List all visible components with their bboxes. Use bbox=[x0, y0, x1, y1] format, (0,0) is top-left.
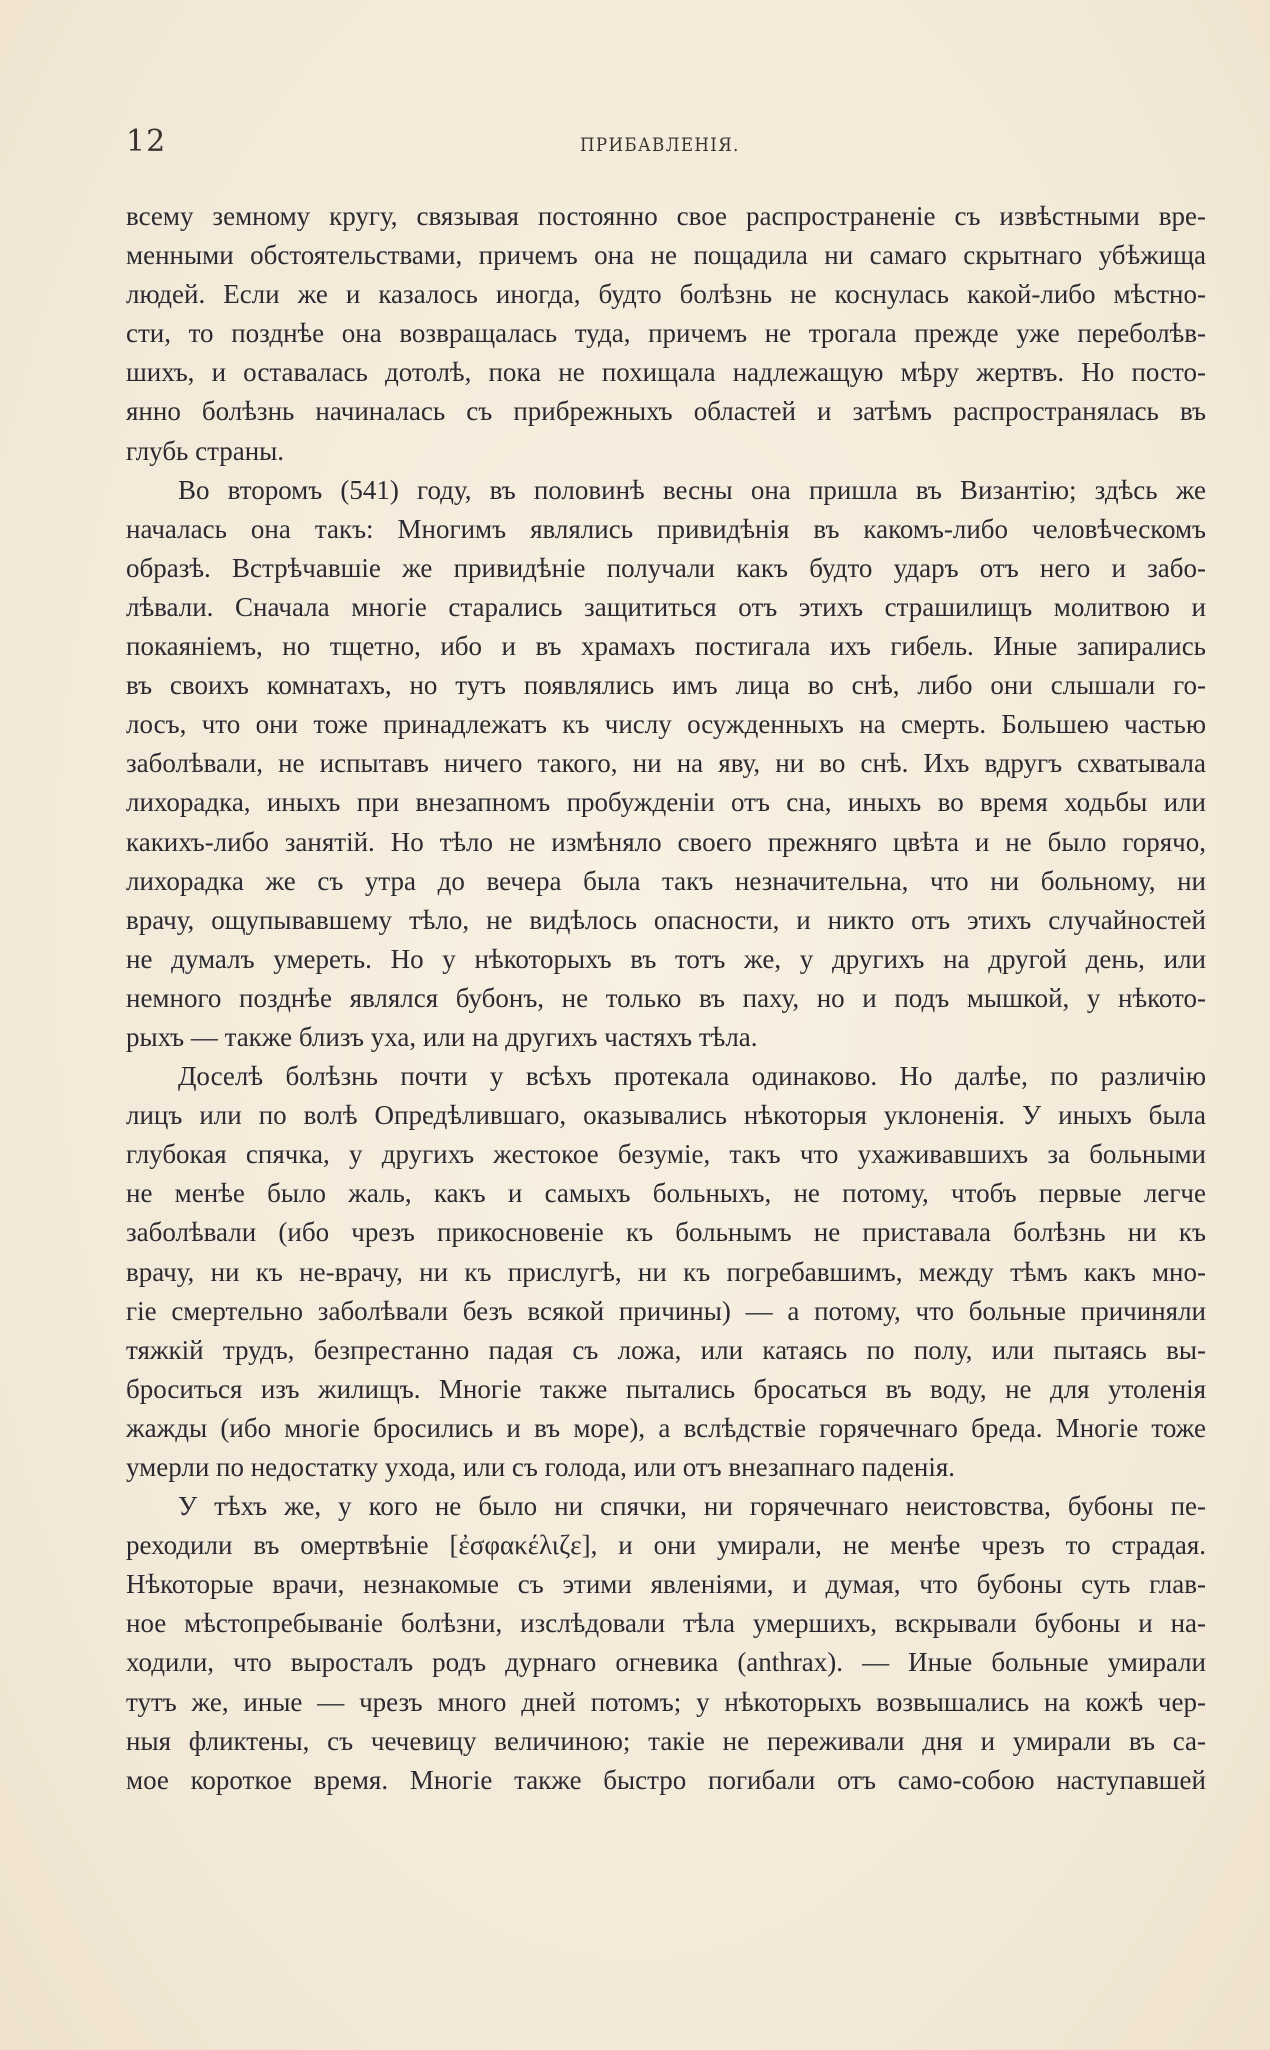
text-line: глубь страны. bbox=[126, 435, 285, 466]
text-line: жажды (ибо многіе бросились и въ море), а вслѣдствіе горячечнаго бреда. Многіе тоже bbox=[126, 1412, 1206, 1443]
text-line: ныя фликтены, съ чечевицу величиною; такіе не переживали дня и умирали въ са- bbox=[126, 1725, 1206, 1756]
text-line: немного позднѣе являлся бубонъ, не только въ паху, но и подъ мышкой, у нѣкото- bbox=[126, 982, 1206, 1013]
body-text bbox=[126, 197, 1206, 1800]
text-line: сти, то позднѣе она возвращалась туда, причемъ не трогала прежде уже переболѣв- bbox=[126, 318, 1206, 349]
text-line: какихъ-либо занятій. Но тѣло не измѣняло своего прежняго цвѣта и не было горячо, bbox=[126, 826, 1206, 857]
text-line: покаяніемъ, но тщетно, ибо и въ храмахъ постигала ихъ гибель. Иные запирались bbox=[126, 631, 1206, 662]
text-line: умерли по недостатку ухода, или съ голода, или отъ внезапнаго паденія. bbox=[126, 1452, 955, 1482]
text-line: глубокая спячка, у другихъ жестокое безуміе, такъ что ухаживавшихъ за больными bbox=[126, 1139, 1206, 1170]
text-line: лосъ, что они тоже принадлежатъ къ числу осужденныхъ на смерть. Большею частью bbox=[126, 709, 1206, 740]
text-line: Во второмъ (541) году, въ половинѣ весны она пришла въ Византію; здѣсь же bbox=[178, 474, 1206, 505]
text-line: янно болѣзнь начиналась съ прибрежныхъ областей и затѣмъ распространялась въ bbox=[126, 396, 1206, 427]
text-line: въ своихъ комнатахъ, но тутъ появлялись имъ лица во снѣ, либо они слышали го- bbox=[126, 670, 1206, 701]
text-line: броситься изъ жилищъ. Многіе также пытались бросаться въ воду, не для утоленія bbox=[126, 1373, 1206, 1404]
text-line: заболѣвали, не испытавъ ничего такого, ни на яву, ни во снѣ. Ихъ вдругъ схватывала bbox=[126, 748, 1206, 779]
text-line: образѣ. Встрѣчавшіе же привидѣніе получали какъ будто ударъ отъ него и забо- bbox=[126, 552, 1206, 583]
running-title: ПРИБАВЛЕНІЯ. bbox=[580, 134, 740, 156]
text-line: заболѣвали (ибо чрезъ прикосновеніе къ больнымъ не приставала болѣзнь ни къ bbox=[126, 1217, 1206, 1248]
text-line: врачу, ни къ не-врачу, ни къ прислугѣ, ни къ погребавшимъ, между тѣмъ какъ мно- bbox=[126, 1256, 1206, 1287]
text-line: мое короткое время. Многіе также быстро погибали отъ само-собою наступавшей bbox=[126, 1764, 1206, 1795]
text-line: не думалъ умереть. Но у нѣкоторыхъ въ тотъ же, у другихъ на другой день, или bbox=[126, 943, 1206, 974]
text-line: рыхъ — также близъ уха, или на другихъ частяхъ тѣла. bbox=[126, 1021, 758, 1052]
text-line: У тѣхъ же, у кого не было ни спячки, ни горячечнаго неистовства, бубоны пе- bbox=[178, 1491, 1206, 1522]
text-line: Нѣкоторые врачи, незнакомые съ этими явленіями, и думая, что бубоны суть глав- bbox=[126, 1569, 1206, 1600]
text-line: менными обстоятельствами, причемъ она не пощадила ни самаго скрытнаго убѣжища bbox=[126, 240, 1206, 271]
text-line: ходили, что выросталъ родъ дурнаго огневика (anthrax). — Иные больные умирали bbox=[126, 1647, 1206, 1678]
page-header bbox=[126, 124, 1206, 164]
text-line: реходили въ омертвѣніе [ἐσφακέλιζε], и они умирали, не менѣе чрезъ то страдая. bbox=[126, 1530, 1206, 1561]
text-line: лихорадка, иныхъ при внезапномъ пробужденіи отъ сна, иныхъ во время ходьбы или bbox=[126, 787, 1206, 818]
text-line: Доселѣ болѣзнь почти у всѣхъ протекала одинаково. Но далѣе, по различію bbox=[178, 1061, 1206, 1092]
text-line: гіе смертельно заболѣвали безъ всякой причины) — а потому, что больные причиняли bbox=[126, 1295, 1206, 1326]
page-number: 12 bbox=[126, 124, 167, 159]
text-line: всему земному кругу, связывая постоянно свое распространеніе съ извѣстными вре- bbox=[126, 201, 1206, 231]
text-line: шихъ, и оставалась дотолѣ, пока не похищала надлежащую мѣру жертвъ. Но посто- bbox=[126, 357, 1206, 388]
text-line: лѣвали. Сначала многіе старались защититься отъ этихъ страшилищъ молитвою и bbox=[126, 591, 1206, 622]
text-line: лихорадка же съ утра до вечера была такъ незначительна, что ни больному, ни bbox=[126, 865, 1206, 896]
text-line: людей. Если же и казалось иногда, будто болѣзнь не коснулась какой-либо мѣстно- bbox=[126, 279, 1206, 310]
text-line: не менѣе было жаль, какъ и самыхъ больныхъ, не потому, чтобъ первые легче bbox=[126, 1178, 1206, 1209]
text-line: ное мѣстопребываніе болѣзни, изслѣдовали тѣла умершихъ, вскрывали бубоны и на- bbox=[126, 1608, 1206, 1639]
text-line: лицъ или по волѣ Опредѣлившаго, оказывались нѣкоторыя уклоненія. У иныхъ была bbox=[126, 1100, 1206, 1131]
text-line: врачу, ощупывавшему тѣло, не видѣлось опасности, и никто отъ этихъ случайностей bbox=[126, 904, 1206, 935]
text-line: тяжкій трудъ, безпрестанно падая съ ложа, или катаясь по полу, или пытаясь вы- bbox=[126, 1334, 1206, 1365]
text-line: тутъ же, иные — чрезъ много дней потомъ; у нѣкоторыхъ возвышались на кожѣ чер- bbox=[126, 1686, 1206, 1717]
text-line: началась она такъ: Многимъ являлись привидѣнія въ какомъ-либо человѣческомъ bbox=[126, 513, 1206, 544]
